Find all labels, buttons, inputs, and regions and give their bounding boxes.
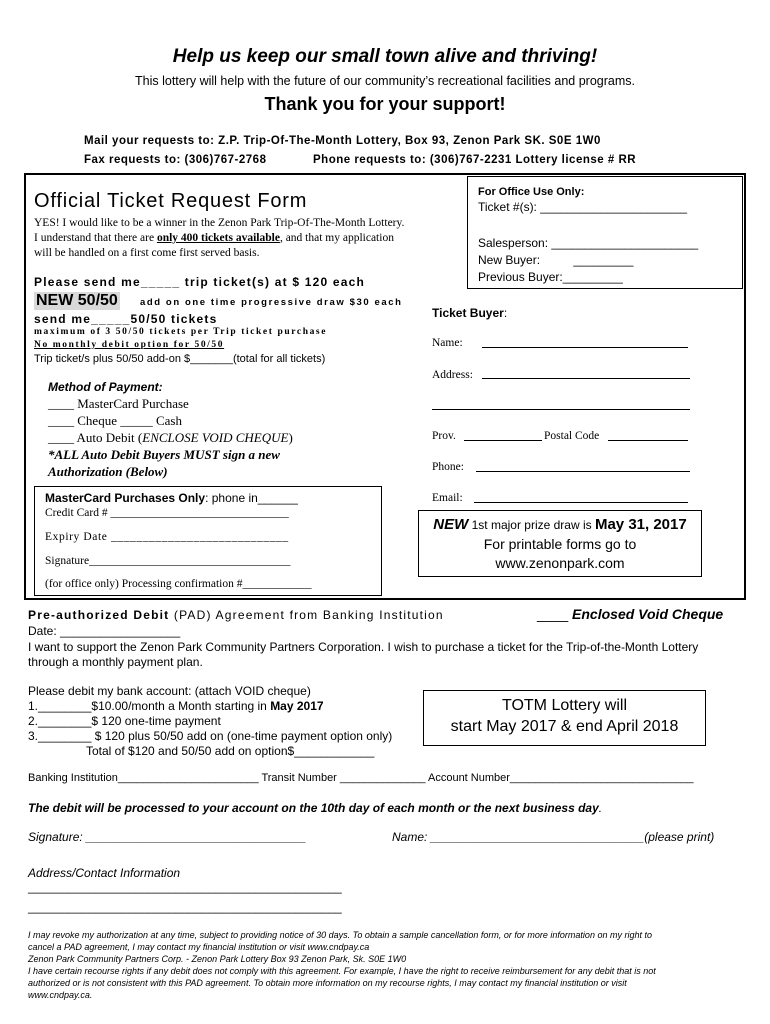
no-monthly-debit-note: No monthly debit option for 50/50 bbox=[34, 340, 225, 350]
disclaimer-line-5: authorized or is not consistent with this PAD agreement. To obtain more information on my recourse rights, I may contact my financial institution or visit bbox=[28, 978, 627, 988]
phone-line: Phone requests to: (306)767-2231 Lottery license # RR bbox=[313, 154, 637, 166]
pad-heading bbox=[28, 608, 444, 622]
void-cheque-label: Enclosed Void Cheque bbox=[572, 606, 724, 622]
ticket-buyer-colon: : bbox=[503, 306, 508, 320]
buyer-prov-field[interactable] bbox=[464, 440, 542, 441]
mastercard-signature-field[interactable]: Signature___________________________________ bbox=[45, 555, 291, 567]
payment-mastercard-option[interactable]: ____ MasterCard Purchase bbox=[48, 396, 189, 411]
form-intro-line-2 bbox=[34, 232, 394, 244]
prize-draw-date: May 31, 2017 bbox=[594, 516, 687, 533]
pad-want-line-2: through a monthly payment plan. bbox=[28, 655, 203, 669]
office-ticket-field[interactable]: Ticket #(s): ______________________ bbox=[478, 200, 688, 214]
buyer-postal-label: Postal Code bbox=[544, 430, 600, 442]
mastercard-title-bold: MasterCard Purchases Only bbox=[45, 491, 206, 505]
debit-processing-note bbox=[28, 801, 602, 815]
5050-ticket-request[interactable]: send me_____50/50 tickets bbox=[34, 312, 218, 326]
pad-want-line-1: I want to support the Zenon Park Community Partners Corporation. I wish to purchase a ticket for the Trip-of-the-Month Lottery bbox=[28, 640, 699, 654]
processing-confirmation-field[interactable]: (for office only) Processing confirmation #____________ bbox=[45, 578, 312, 590]
pad-signature-field[interactable]: Signature: _________________________________ bbox=[28, 830, 307, 844]
auto-debit-text: ____ Auto Debit ( bbox=[48, 430, 143, 445]
auto-debit-note-2: Authorization (Below) bbox=[48, 464, 168, 479]
debit-processing-text: The debit will be processed to your account on the 10th day of each month or the next business day bbox=[28, 801, 599, 815]
debit-total[interactable]: Total of $120 and 50/50 add on option$____________ bbox=[86, 744, 375, 758]
banking-details-fields[interactable]: Banking Institution_______________________ Transit Number ______________ Account Number______________________________ bbox=[28, 772, 694, 784]
prize-draw-text: 1st major prize draw is bbox=[468, 518, 595, 532]
addon-text: add on one time progressive draw $30 each bbox=[140, 297, 403, 308]
fax-line: Fax requests to: (306)767-2768 bbox=[84, 154, 267, 166]
disclaimer-line-3: Zenon Park Community Partners Corp. - Zenon Park Lottery Box 93 Zenon Park, Sk. S0E 1W0 bbox=[28, 954, 407, 964]
debit-option-1-month: May 2017 bbox=[270, 699, 324, 713]
pad-heading-bold: Pre-authorized Debit bbox=[28, 608, 170, 622]
debit-option-3[interactable]: 3.________ $ 120 plus 50/50 add on (one-time payment option only) bbox=[28, 729, 393, 743]
disclaimer-line-1: I may revoke my authorization at any time, subject to providing notice of 30 days. To obtain a sample cancellation form, or for more information on my right to bbox=[28, 930, 652, 940]
debit-processing-period: . bbox=[598, 801, 603, 815]
auto-debit-close: ) bbox=[288, 430, 293, 445]
totm-line-1: TOTM Lottery will bbox=[501, 697, 628, 714]
payment-auto-debit-option[interactable] bbox=[48, 430, 293, 446]
intro-ticket-limit: only 400 tickets available bbox=[156, 232, 280, 244]
trip-plus-total[interactable]: Trip ticket/s plus 50/50 add-on $_______(total for all tickets) bbox=[34, 353, 326, 365]
disclaimer-line-6: www.cndpay.ca. bbox=[28, 990, 93, 1000]
buyer-address-line-2[interactable] bbox=[432, 409, 690, 410]
debit-intro: Please debit my bank account: (attach VOID cheque) bbox=[28, 684, 311, 698]
pad-heading-rest: (PAD) Agreement from Banking Institution bbox=[169, 608, 444, 622]
office-new-buyer-field[interactable]: New Buyer: _________ bbox=[478, 253, 634, 267]
pad-name-field[interactable]: Name: ________________________________(please print) bbox=[392, 830, 715, 844]
office-salesperson-field[interactable]: Salesperson: ______________________ bbox=[478, 236, 699, 250]
buyer-name-label: Name: bbox=[432, 337, 463, 349]
trip-ticket-request[interactable]: Please send me_____ trip ticket(s) at $ 120 each bbox=[34, 275, 366, 289]
buyer-email-field[interactable] bbox=[474, 502, 688, 503]
office-previous-buyer-field[interactable]: Previous Buyer:_________ bbox=[478, 270, 623, 284]
prize-new-label: NEW bbox=[433, 516, 469, 533]
5050-maximum-note: maximum of 3 50/50 tickets per Trip ticket purchase bbox=[34, 327, 328, 337]
address-contact-line-2[interactable]: _______________________________________________ bbox=[28, 900, 342, 914]
void-cheque-blank: ____ bbox=[537, 606, 569, 622]
new-5050-badge: NEW 50/50 bbox=[36, 292, 118, 309]
address-contact-line-1[interactable]: _______________________________________________ bbox=[28, 880, 342, 894]
buyer-phone-field[interactable] bbox=[476, 471, 690, 472]
auto-debit-note-1: *ALL Auto Debit Buyers MUST sign a new bbox=[48, 447, 280, 462]
void-cheque-option[interactable] bbox=[537, 606, 723, 622]
intro-text-c: , and that my application bbox=[279, 232, 394, 244]
buyer-phone-label: Phone: bbox=[432, 461, 464, 473]
buyer-email-label: Email: bbox=[432, 492, 463, 504]
buyer-prov-label: Prov. bbox=[432, 430, 456, 442]
buyer-address-field[interactable] bbox=[482, 378, 690, 379]
mastercard-title-rest: : phone in______ bbox=[205, 491, 298, 505]
debit-option-1[interactable] bbox=[28, 699, 324, 713]
expiry-date-field[interactable]: Expiry Date ____________________________ bbox=[45, 531, 289, 543]
auto-debit-enclose: ENCLOSE VOID CHEQUE bbox=[142, 430, 289, 445]
payment-cheque-cash-option[interactable]: ____ Cheque _____ Cash bbox=[48, 413, 182, 428]
prize-draw-line bbox=[418, 516, 702, 533]
address-contact-label: Address/Contact Information bbox=[28, 866, 181, 880]
mastercard-title bbox=[45, 491, 298, 505]
page-subtitle: This lottery will help with the future of our community’s recreational facilities and programs. bbox=[135, 74, 635, 88]
debit-option-2[interactable]: 2.________$ 120 one-time payment bbox=[28, 714, 221, 728]
debit-option-1-text: 1.________$10.00/month a Month starting in bbox=[28, 699, 271, 713]
payment-heading: Method of Payment: bbox=[48, 380, 163, 394]
buyer-postal-field[interactable] bbox=[608, 440, 688, 441]
disclaimer-line-2: cancel a PAD agreement, I may contact my financial institution or visit www.cndpay.ca bbox=[28, 942, 370, 952]
pad-date-field[interactable]: Date: __________________ bbox=[28, 624, 181, 638]
printable-forms-text: For printable forms go to bbox=[483, 536, 637, 552]
page-title: Help us keep our small town alive and thriving! bbox=[172, 46, 598, 67]
ticket-buyer-title bbox=[432, 306, 507, 320]
thank-you-heading: Thank you for your support! bbox=[264, 94, 506, 114]
buyer-name-field[interactable] bbox=[482, 347, 688, 348]
buyer-address-label: Address: bbox=[432, 369, 473, 381]
form-intro-line-3: will be handled on a first come first served basis. bbox=[34, 247, 260, 259]
credit-card-field[interactable]: Credit Card # _______________________________ bbox=[45, 507, 289, 519]
mail-line: Mail your requests to: Z.P. Trip-Of-The-Month Lottery, Box 93, Zenon Park SK. S0E 1W0 bbox=[84, 135, 601, 147]
form-title: Official Ticket Request Form bbox=[34, 190, 308, 212]
website-link[interactable]: www.zenonpark.com bbox=[495, 555, 625, 571]
disclaimer-line-4: I have certain recourse rights if any debit does not comply with this agreement. For example, I have the right to receive reimbursement for any debit that is not bbox=[28, 966, 656, 976]
intro-text-a: I understand that there are bbox=[34, 232, 157, 244]
office-use-title: For Office Use Only: bbox=[478, 186, 585, 198]
totm-line-2: start May 2017 & end April 2018 bbox=[450, 718, 679, 735]
form-intro-line-1: YES! I would like to be a winner in the Zenon Park Trip-Of-The-Month Lottery. bbox=[34, 217, 405, 229]
ticket-buyer-title-text: Ticket Buyer bbox=[432, 306, 504, 320]
